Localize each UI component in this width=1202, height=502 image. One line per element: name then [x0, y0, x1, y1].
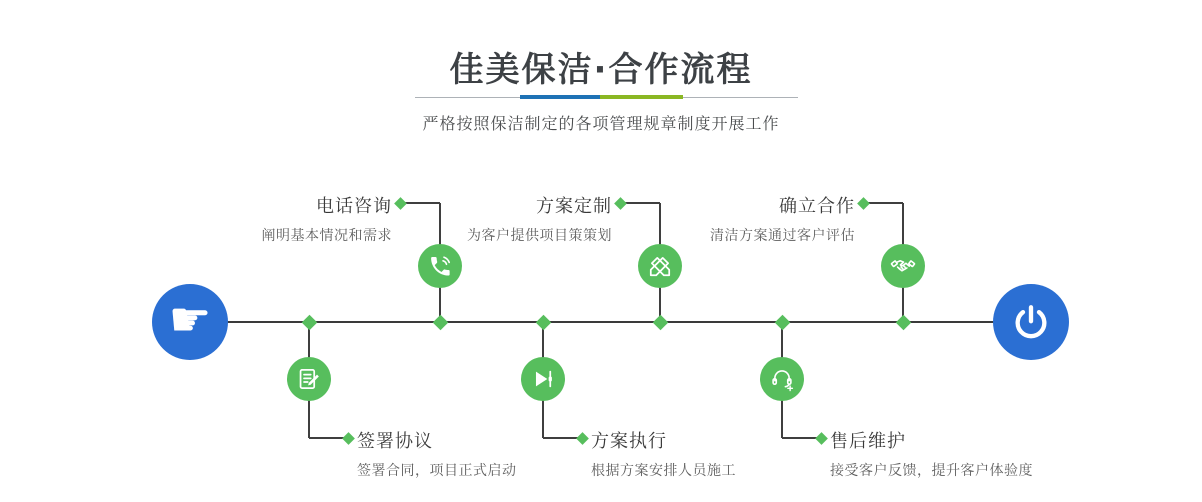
divider-blue-segment	[520, 95, 600, 99]
handshake-icon	[881, 244, 925, 288]
step-label	[467, 192, 612, 245]
step-label	[830, 427, 1033, 480]
step-desc: 根据方案安排人员施工	[591, 463, 736, 479]
step-desc: 签署合同，项目正式启动	[357, 463, 517, 479]
page-subtitle: 严格按照保洁制定的各项管理规章制度开展工作	[422, 114, 780, 133]
step-title: 确立合作	[779, 196, 855, 217]
timeline-node-diamond	[895, 314, 911, 330]
contract-pen-icon	[287, 357, 331, 401]
diamond-marker	[342, 432, 355, 445]
connector-line	[865, 202, 903, 204]
diamond-marker	[815, 432, 828, 445]
step-title: 签署协议	[357, 431, 433, 452]
timeline-end-node	[993, 284, 1069, 360]
timeline-node-diamond	[432, 314, 448, 330]
power-icon	[1011, 302, 1051, 342]
diamond-marker	[857, 197, 870, 210]
step-desc: 为客户提供项目策策划	[467, 228, 612, 244]
step-title: 方案执行	[591, 431, 667, 452]
timeline-node-diamond	[652, 314, 668, 330]
step-title: 电话咨询	[316, 196, 392, 217]
step-label	[710, 192, 855, 245]
phone-icon	[418, 244, 462, 288]
pencil-tools-icon	[638, 244, 682, 288]
timeline-node-diamond	[535, 314, 551, 330]
timeline-node-diamond	[774, 314, 790, 330]
diamond-marker	[614, 197, 627, 210]
step-desc: 清洁方案通过客户评估	[710, 228, 855, 244]
step-desc: 阐明基本情况和需求	[261, 228, 392, 244]
step-desc: 接受客户反馈，提升客户体验度	[830, 463, 1033, 479]
step-title: 售后维护	[830, 431, 906, 452]
step-title: 方案定制	[536, 196, 612, 217]
timeline-start-node	[152, 284, 228, 360]
step-label	[357, 427, 517, 480]
divider-green-segment	[600, 95, 683, 99]
timeline-node-diamond	[301, 314, 317, 330]
step-label	[591, 427, 736, 480]
page-title: 佳美保洁·合作流程	[449, 50, 753, 90]
headset-plus-icon	[760, 357, 804, 401]
pointing-hand-icon: ☛	[168, 292, 212, 348]
diamond-marker	[576, 432, 589, 445]
connector-line	[622, 202, 660, 204]
diamond-marker	[394, 197, 407, 210]
step-label	[262, 192, 393, 245]
connector-line	[402, 202, 440, 204]
play-slider-icon	[521, 357, 565, 401]
